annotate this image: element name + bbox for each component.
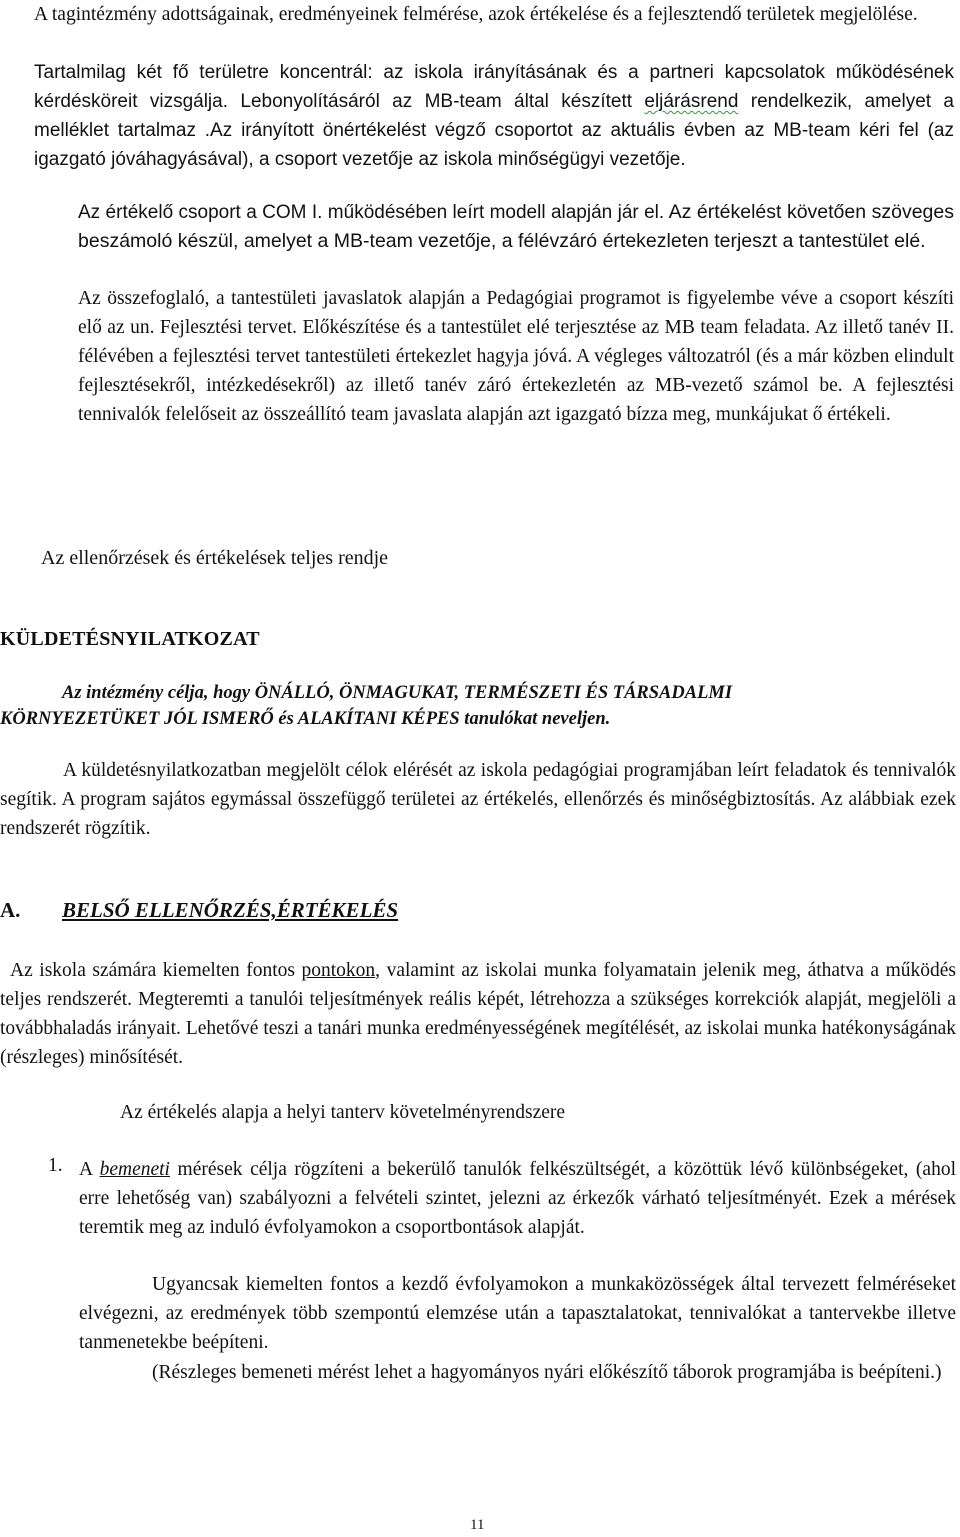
mission-statement-line-2: KÖRNYEZETÜKET JÓL ISMERŐ és ALAKÍTANI KÉPES tanulókat neveljen. <box>0 709 611 729</box>
section-a-paragraph <box>0 956 956 1072</box>
spellcheck-word: eljárásrend <box>644 91 739 112</box>
page-number: 11 <box>470 1517 485 1533</box>
list-subparagraph-1-text: Ugyancsak kiemelten fontos a kezdő évfolyamokon a munkaközösségek által tervezett felméréseket elvégezni, az eredmények több szempontú elemzése után a tapasztalatokat, tennivalókat a tantervekbe illetve tanmenetekbe beépíteni. <box>79 1274 956 1353</box>
section-a-text-a: Az iskola számára kiemelten fontos <box>10 960 302 981</box>
intro-paragraph-2-text-a: Tartalmilag két fő területre koncentrál: az iskola irányításának és a partneri kapcsolatok működésének kérdésköreit vizsgálja. Lebonyolításáról az MB-team által készített <box>34 62 954 112</box>
list-subparagraph-2 <box>79 1358 956 1387</box>
mission-title: KÜLDETÉSNYILATKOZAT <box>0 628 260 650</box>
mission-paragraph-text: A küldetésnyilatkozatban megjelölt célok elérését az iskola pedagógiai programjában leírt feladatok és tennivalók segítik. A program sajátos egymással összefüggő területei az értékelés, ellenőrzés és minőségbiztosítás. Az alábbiak ezek rendszerét rögzítik. <box>0 760 956 839</box>
intro-paragraph-3-text-b: Az értékelést követően szöveges beszámoló készül, amelyet a MB-team vezetője, a félévzáró értekezleten terjeszt a tantestület elé. <box>78 201 954 252</box>
section-a-text-b: , valamint az iskolai munka folyamatain jelenik meg, áthatva a működés teljes rendszerét. Megteremti a tanulói teljesítmények reális képét, létrehozza a szükséges korrekciók alapját, megjelöli a továbbhaladás irányait. Lehetővé teszi a tanári munka eredményességének megítélését, az iskolai munka hatékonyságának (részleges) minősítését. <box>0 960 956 1068</box>
intro-paragraph-2 <box>34 58 954 174</box>
list-item-body <box>79 1155 956 1242</box>
evaluation-basis: Az értékelés alapja a helyi tanterv követelményrendszere <box>120 1102 566 1123</box>
intro-paragraph-2-text-b: rendelkezik, amelyet a melléklet tartalmaz .Az irányított önértékelést végző csoportot az aktuális évben az MB-team kéri fel (az igazgató jóváhagyásával), a csoport vezetője az iskola minőségügyi vezetője. <box>34 91 954 170</box>
mission-statement <box>0 680 956 732</box>
section-letter: A. <box>0 898 21 922</box>
list-item-text-a: A <box>79 1159 100 1180</box>
mission-statement-line-1: Az intézmény célja, hogy ÖNÁLLÓ, ÖNMAGUKAT, TERMÉSZETI ÉS TÁRSADALMI <box>62 683 733 703</box>
section-a-heading <box>0 898 398 923</box>
list-item-emphasis: bemeneti <box>99 1159 170 1180</box>
list-subparagraph-2-text: (Részleges bemeneti mérést lehet a hagyományos nyári előkészítő táborok programjába is beépíteni.) <box>152 1362 942 1383</box>
section-a-title: BELSŐ ELLENŐRZÉS,ÉRTÉKELÉS <box>62 898 399 922</box>
list-item-text-b: mérések célja rögzíteni a bekerülő tanulók felkészültségét, a közöttük lévő különbségeket, (ahol erre lehetőség van) szabályozni a felvételi szintet, jelezni az érkezők várható teljesítményét. Ezek a mérések teremtik meg az induló évfolyamokon a csoportbontások alapját. <box>79 1159 956 1238</box>
intro-paragraph-4: Az összefoglaló, a tantestületi javaslatok alapján a Pedagógiai programot is figyelembe véve a csoport készíti elő az un. Fejlesztési tervet. Előkészítése és a tantestület elé terjesztése az MB team feladata. Az illető tanév II. félévében a fejlesztési tervet tantestületi értekezlet hagyja jóvá. A végleges változatról (és a már közben elindult fejlesztésekről, intézkedésekről) az illető tanév záró értekezletén az MB-vezető számol be. A fejlesztési tennivalók felelőseit az összeállító team javaslata alapján azt igazgató bízza meg, munkájukat ő értékeli. <box>78 288 954 425</box>
list-number: 1. <box>48 1155 63 1176</box>
intro-paragraph-3-text-a: Az értékelő csoport a COM I. működésében leírt modell alapján jár el. <box>78 202 665 223</box>
intro-paragraph-1: A tagintézmény adottságainak, eredményeinek felmérése, azok értékelése és a fejlesztendő területek megjelölése. <box>34 4 918 25</box>
mission-paragraph <box>0 756 956 843</box>
section-heading: Az ellenőrzések és értékelések teljes rendje <box>41 547 389 569</box>
section-a-underlined-word: pontokon <box>301 960 376 981</box>
list-subparagraph-1 <box>79 1270 956 1357</box>
intro-paragraph-3 <box>78 198 954 256</box>
